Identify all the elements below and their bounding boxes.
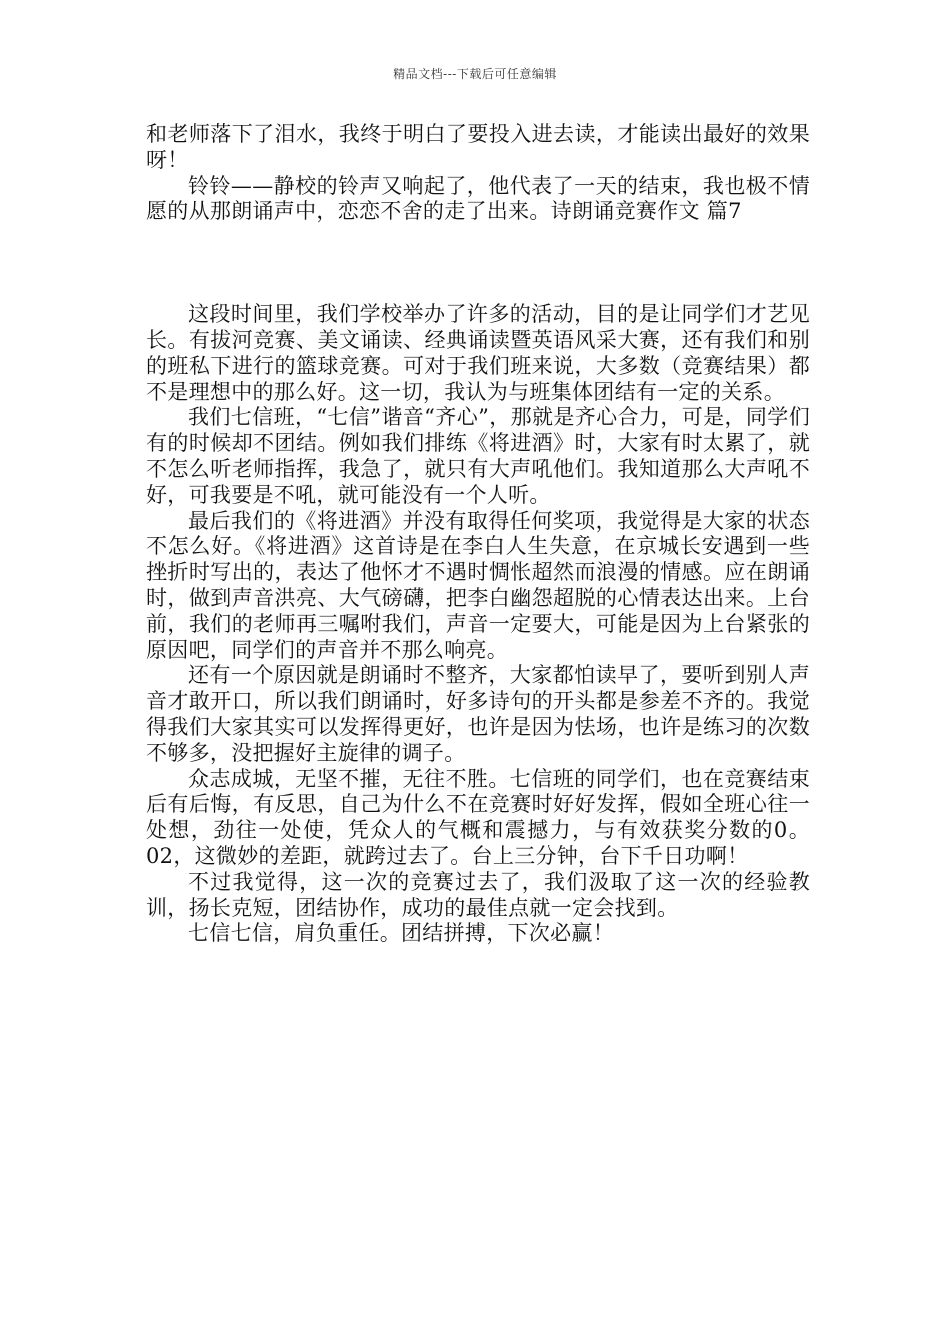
paragraph: 还有一个原因就是朗诵时不整齐，大家都怕读早了，要听到别人声音才敢开口，所以我们朗诵时，好多诗句的开头都是参差不齐的。我觉得我们大家其实可以发挥得更好，也许是因为怯场，也许是练习的次数不够多，没把握好主旋律的调子。 [146,663,810,765]
paragraph: 最后我们的《将进酒》并没有取得任何奖项，我觉得是大家的状态不怎么好。《将进酒》这首诗是在李白人生失意，在京城长安遇到一些挫折时写出的，表达了他怀才不遇时惆怅超然而浪漫的情感。应在朗诵时，做到声音洪亮、大气磅礴，把李白幽怨超脱的心情表达出来。上台前，我们的老师再三嘱咐我们，声音一定要大，可能是因为上台紧张的原因吧，同学们的声音并不那么响亮。 [146,508,810,662]
paragraph: 我们七信班，“七信”谐音“齐心”，那就是齐心合力，可是，同学们有的时候却不团结。例如我们排练《将进酒》时，大家有时太累了，就不怎么听老师指挥，我急了，就只有大声吼他们。我知道那么大声吼不好，可我要是不吼，就可能没有一个人听。 [146,405,810,507]
paragraph: 七信七信，肩负重任。团结拼搏，下次必赢！ [188,921,614,946]
paragraph: 铃铃——静校的铃声又响起了，他代表了一天的结束，我也极不情愿的从那朗诵声中，恋恋不舍的走了出来。诗朗诵竞赛作文 篇7 [146,173,810,224]
page-header: 精品文档---下载后可任意编辑 [393,67,557,81]
paragraph: 这段时间里，我们学校举办了许多的活动，目的是让同学们才艺见长。有拔河竞赛、美文诵读、经典诵读暨英语风采大赛，还有我们和别的班私下进行的篮球竞赛。可对于我们班来说，大多数（竞赛结果）都不是理想中的那么好。这一切，我认为与班集体团结有一定的关系。 [146,302,810,404]
document-body [146,122,810,947]
paragraph: 不过我觉得，这一次的竞赛过去了，我们汲取了这一次的经验教训，扬长克短，团结协作，成功的最佳点就一定会找到。 [146,869,810,920]
paragraph-continuation: 和老师落下了泪水，我终于明白了要投入进去读，才能读出最好的效果呀！ [146,122,810,172]
paragraph: 众志成城，无坚不摧，无往不胜。七信班的同学们，也在竞赛结束后有后悔，有反思，自己为什么不在竞赛时好好发挥，假如全班心往一处想，劲往一处使，凭众人的气概和震撼力，与有效获奖分数的0。02，这微妙的差距，就跨过去了。台上三分钟，台下千日功啊！ [146,766,810,868]
